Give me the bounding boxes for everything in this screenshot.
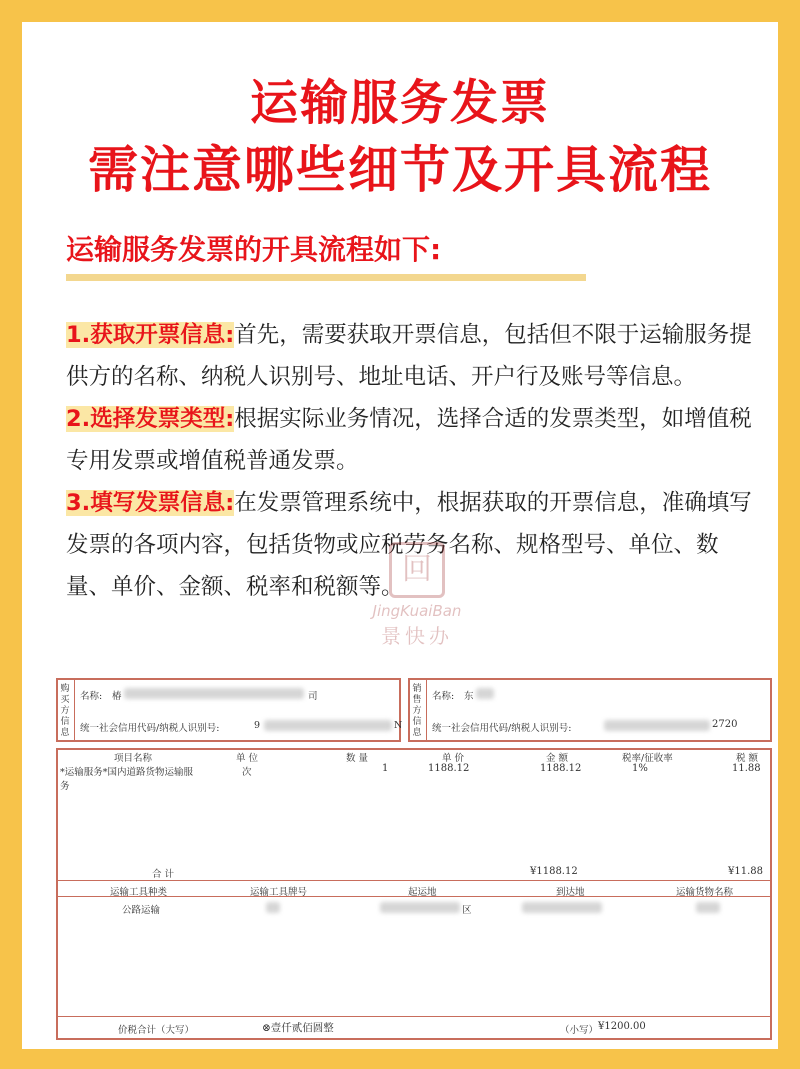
row-rate: 1% [632,763,648,774]
seller-name-blur [476,688,494,699]
transport-header-dest: 到达地 [556,887,585,898]
grand-total-line [56,1016,772,1017]
invoice-image [56,678,772,1040]
step-2-text: 根据实际业务情况，选择合适的发票类型，如增值税专用发票或增值税普通发票。 [66,406,752,474]
step-1-text: 首先，需要获取开票信息，包括但不限于运输服务提供方的名称、纳税人识别号、地址电话、开户行及账号等信息。 [66,322,752,390]
transport-goods-blur [696,902,720,913]
row-item-line2: 务 [60,781,70,792]
buyer-taxid-label: 统一社会信用代码/纳税人识别号: [80,723,220,734]
buyer-name-label: 名称: [80,691,103,702]
header-unit: 单 位 [236,753,259,764]
row-item-line1: *运输服务*国内道路货物运输服 [60,767,194,778]
transport-tool-no-blur [266,902,280,913]
buyer-divider [74,678,75,742]
buyer-name-visible: 椿 [112,691,122,702]
grand-total-small-label: （小写） [560,1025,599,1036]
seller-name-visible: 东 [464,691,474,702]
transport-header-goods: 运输货物名称 [676,887,734,898]
watermark-cn: 景快办 [381,624,453,648]
total-amount: ¥1188.12 [530,866,578,877]
grand-total-label: 价税合计（大写） [118,1025,195,1036]
transport-origin-blur [380,902,460,913]
header-rate: 税率/征收率 [622,753,673,764]
row-unit: 次 [242,767,252,778]
seller-taxid-end: 2720 [712,719,738,730]
transport-header-tool-no: 运输工具牌号 [250,887,308,898]
poster-card [22,22,778,1049]
grand-total-upper: ⊗壹仟贰佰圆整 [262,1022,334,1034]
buyer-name-end: 司 [308,691,318,702]
buyer-taxid-start: 9 [254,720,261,731]
total-tax: ¥11.88 [728,866,763,877]
row-amount: 1188.12 [540,763,582,774]
watermark-seal-icon: 回 [389,542,445,598]
buyer-taxid-end: N [394,720,403,731]
watermark [352,542,482,682]
buyer-name-blur [124,688,304,699]
step-2 [66,398,756,482]
step-2-label: 2.选择发票类型: [66,406,235,432]
transport-tool-type: 公路运输 [122,905,161,916]
seller-taxid-blur [604,720,710,731]
total-label: 合 计 [152,869,175,880]
transport-origin-end: 区 [462,905,472,916]
step-3-text: 在发票管理系统中，根据获取的开票信息，准确填写发票的各项内容，包括货物或应税劳务名称、规格型号、单位、数量、单价、金额、税率和税额等。 [66,490,752,600]
seller-side-label: 销售方信息 [412,684,422,738]
grand-total-small: ¥1200.00 [598,1021,646,1032]
transport-dest-blur [522,902,602,913]
transport-header-origin: 起运地 [408,887,437,898]
buyer-taxid-blur [264,720,392,731]
row-tax: 11.88 [732,763,761,774]
transport-header-tool-type: 运输工具种类 [110,887,168,898]
header-qty: 数 量 [346,753,369,764]
seller-name-label: 名称: [432,691,455,702]
buyer-side-label: 购买方信息 [60,684,70,738]
title-line-2: 需注意哪些细节及开具流程 [88,141,712,199]
watermark-en: JingKuaiBan [372,602,462,620]
header-item: 项目名称 [114,753,153,764]
step-1-label: 1.获取开票信息: [66,322,235,348]
subheading: 运输服务发票的开具流程如下: [66,233,442,266]
step-1 [66,314,756,398]
row-price: 1188.12 [428,763,470,774]
step-3-label: 3.填写发票信息: [66,490,235,516]
seller-taxid-label: 统一社会信用代码/纳税人识别号: [432,723,572,734]
row-qty: 1 [382,763,389,774]
transport-top-line [56,880,772,881]
header-tax: 税 额 [736,753,759,764]
header-amount: 金 额 [546,753,569,764]
header-price: 单 价 [442,753,465,764]
title-line-1: 运输服务发票 [249,75,550,131]
seller-divider [426,678,427,742]
subheading-underline [66,274,586,281]
transport-header-line [56,896,772,897]
